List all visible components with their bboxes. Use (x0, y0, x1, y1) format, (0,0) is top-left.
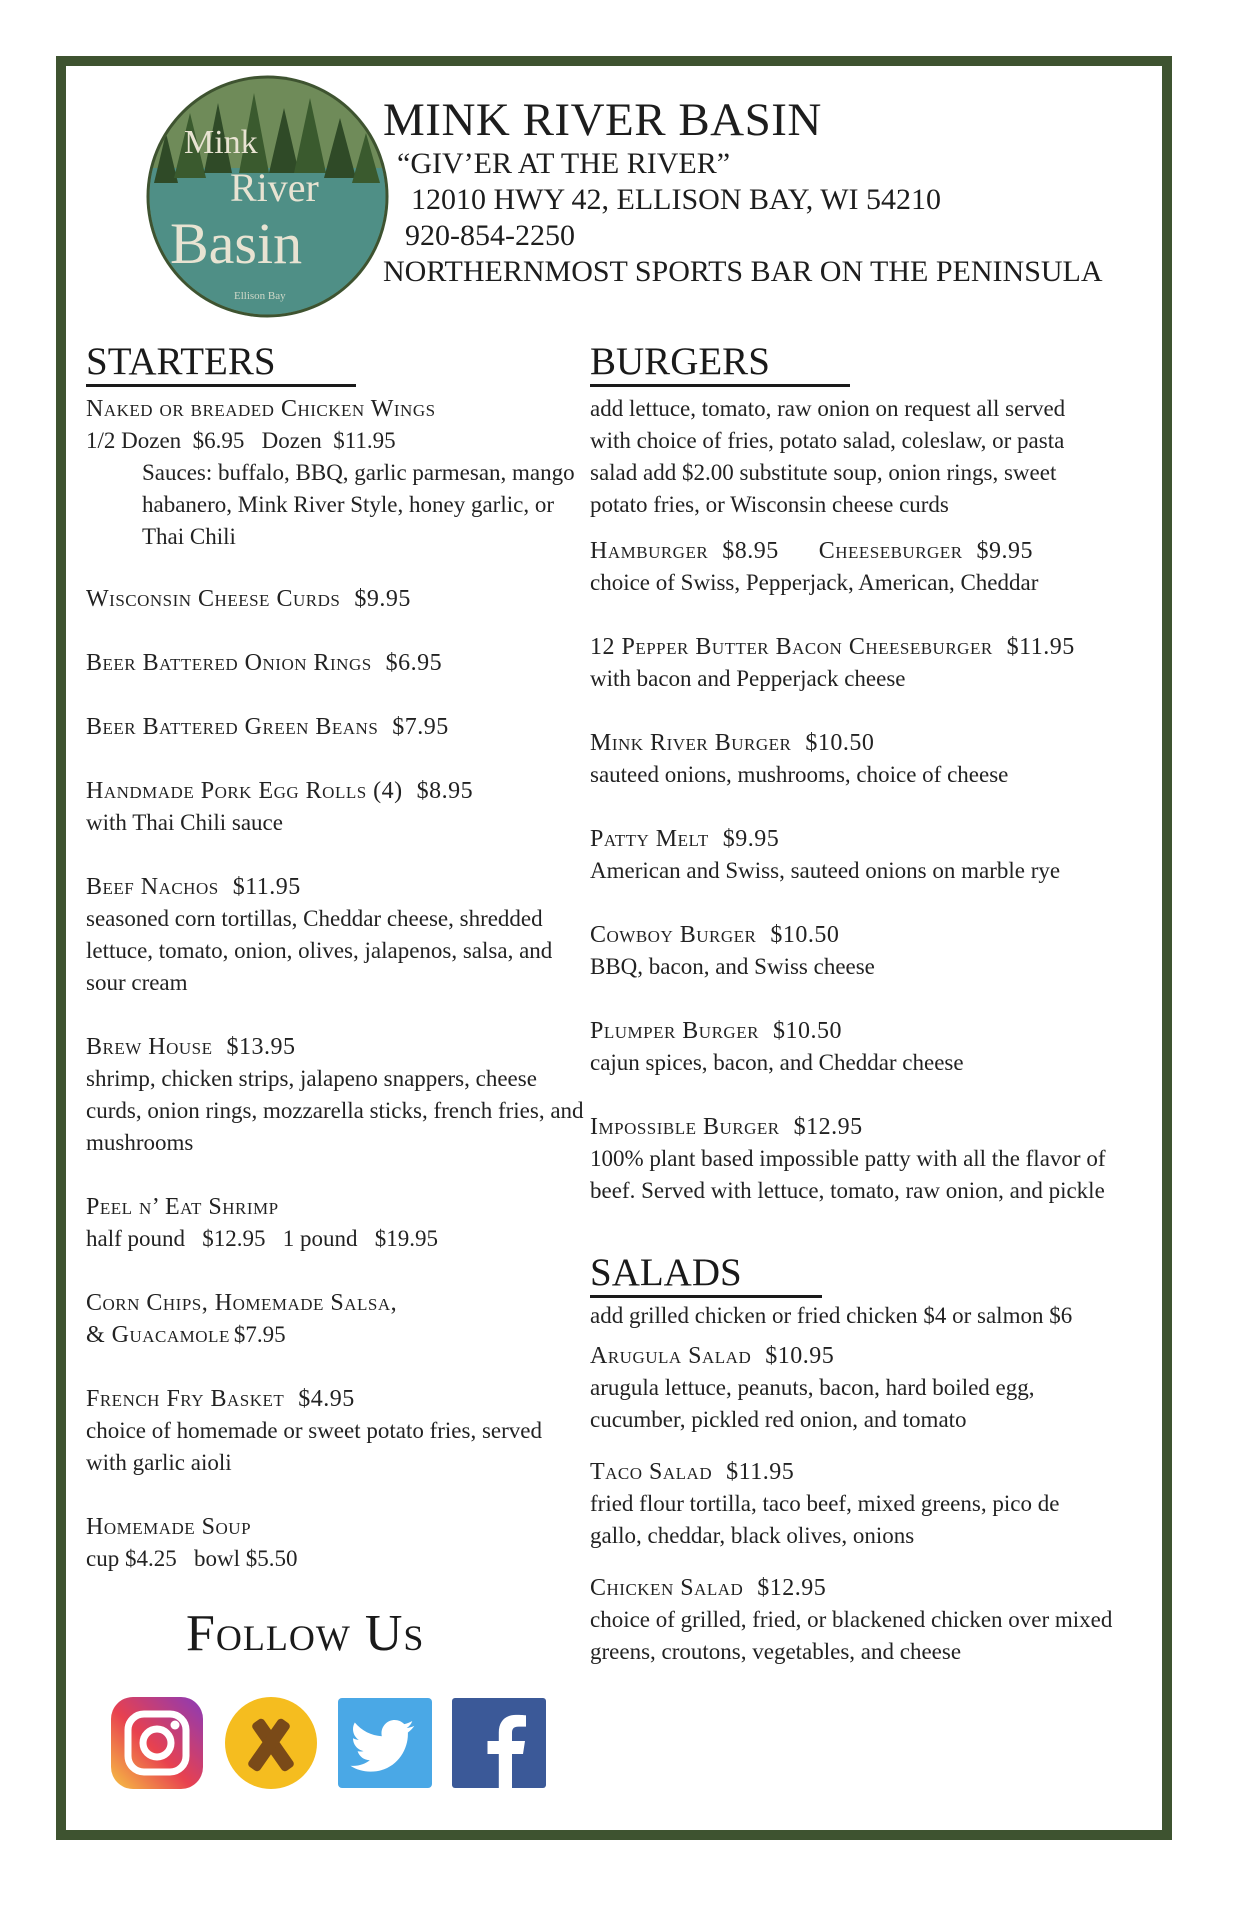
tagline: “GIV’ER AT THE RIVER” (397, 147, 731, 180)
header-block (383, 94, 1103, 290)
menu-item-corn-chips: Corn Chips, Homemade Salsa, & Guacamole $7.95 (86, 1290, 398, 1348)
menu-item-chicken-salad: Chicken Salad $12.95 choice of grilled, fried, or blackened chicken over mixed greens, croutons, vegetables, and cheese (590, 1575, 1113, 1664)
follow-us-heading: Follow Us (186, 1605, 425, 1662)
menu-item-egg-rolls: Handmade Pork Egg Rolls (4) $8.95 with Thai Chili sauce (86, 778, 474, 835)
address: 12010 HWY 42, ELLISON BAY, WI 54210 (411, 183, 941, 216)
svg-text:Basin: Basin (170, 211, 303, 276)
slogan: NORTHERNMOST SPORTS BAR ON THE PENINSULA (383, 255, 1103, 288)
restaurant-logo (144, 73, 391, 320)
salads-title: SALADS (590, 1251, 822, 1298)
menu-item-shrimp: Peel n’ Eat Shrimp half pound $12.95 1 pound $19.95 (86, 1194, 439, 1251)
menu-item-brew-house: Brew House $13.95 shrimp, chicken strips, jalapeno snappers, cheese curds, onion rings, mozzarella sticks, french fries, and mushrooms (86, 1034, 584, 1155)
menu-item-fry-basket: French Fry Basket $4.95 choice of homemade or sweet potato fries, served with garlic aioli (86, 1386, 542, 1475)
phone-number: 920-854-2250 (405, 219, 575, 252)
menu-item-plumper-burger: Plumper Burger $10.50 cajun spices, bacon, and Cheddar cheese (590, 1018, 964, 1075)
svg-text:Mink: Mink (184, 124, 258, 161)
untappd-icon[interactable] (222, 1696, 320, 1790)
menu-item-patty-melt: Patty Melt $9.95 American and Swiss, sauteed onions on marble rye (590, 826, 1061, 883)
menu-item-green-beans: Beer Battered Green Beans $7.95 (86, 714, 449, 740)
twitter-icon[interactable] (336, 1696, 434, 1790)
menu-item-onion-rings: Beer Battered Onion Rings $6.95 (86, 650, 443, 676)
menu-item-cowboy-burger: Cowboy Burger $10.50 BBQ, bacon, and Swiss cheese (590, 922, 875, 979)
menu-item-pepper-butter-burger: 12 Pepper Butter Bacon Cheeseburger $11.95 with bacon and Pepperjack cheese (590, 634, 1075, 691)
menu-item-arugula-salad: Arugula Salad $10.95 arugula lettuce, peanuts, bacon, hard boiled egg, cucumber, pickled red onion, and tomato (590, 1343, 1035, 1432)
facebook-icon[interactable] (450, 1696, 548, 1790)
menu-item-mink-river-burger: Mink River Burger $10.50 sauteed onions, mushrooms, choice of cheese (590, 730, 1009, 787)
menu-item-taco-salad: Taco Salad $11.95 fried flour tortilla, taco beef, mixed greens, pico de gallo, cheddar, black olives, onions (590, 1459, 1060, 1548)
svg-text:River: River (230, 165, 319, 210)
starters-section (86, 340, 586, 1575)
menu-item-soup: Homemade Soup cup $4.25 bowl $5.50 (86, 1514, 298, 1571)
menu-item-cheese-curds: Wisconsin Cheese Curds $9.95 (86, 586, 411, 612)
burgers-intro: add lettuce, tomato, raw onion on request all served with choice of fries, potato salad, coleslaw, or pasta salad add $2.00 substitute soup, onion rings, sweet potato fries, or Wisconsin cheese curds (590, 396, 1066, 517)
menu-item-beef-nachos: Beef Nachos $11.95 seasoned corn tortillas, Cheddar cheese, shredded lettuce, tomato, onion, olives, jalapenos, salsa, and sour cream (86, 874, 553, 995)
starters-title: STARTERS (86, 340, 356, 387)
menu-item-wings: Naked or breaded Chicken Wings 1/2 Dozen $6.95 Dozen $11.95 Sauces: buffalo, BBQ, garlic parmesan, mango habanero, Mink River Style, honey garlic, or Thai Chili (86, 396, 575, 549)
burgers-title: BURGERS (590, 340, 850, 387)
instagram-icon[interactable] (108, 1696, 206, 1790)
burgers-section (590, 340, 1150, 1668)
menu-item-hamburger: Hamburger $8.95 Cheeseburger $9.95 choice of Swiss, Pepperjack, American, Cheddar (590, 538, 1039, 595)
salads-intro: add grilled chicken or fried chicken $4 or salmon $6 (590, 1303, 1073, 1328)
svg-text:Ellison Bay: Ellison Bay (234, 290, 286, 302)
restaurant-name: MINK RIVER BASIN (383, 94, 822, 146)
salads-section (590, 1251, 1150, 1668)
menu-item-impossible-burger: Impossible Burger $12.95 100% plant based impossible patty with all the flavor of beef. Served with lettuce, tomato, raw onion, and pickle (590, 1114, 1106, 1203)
